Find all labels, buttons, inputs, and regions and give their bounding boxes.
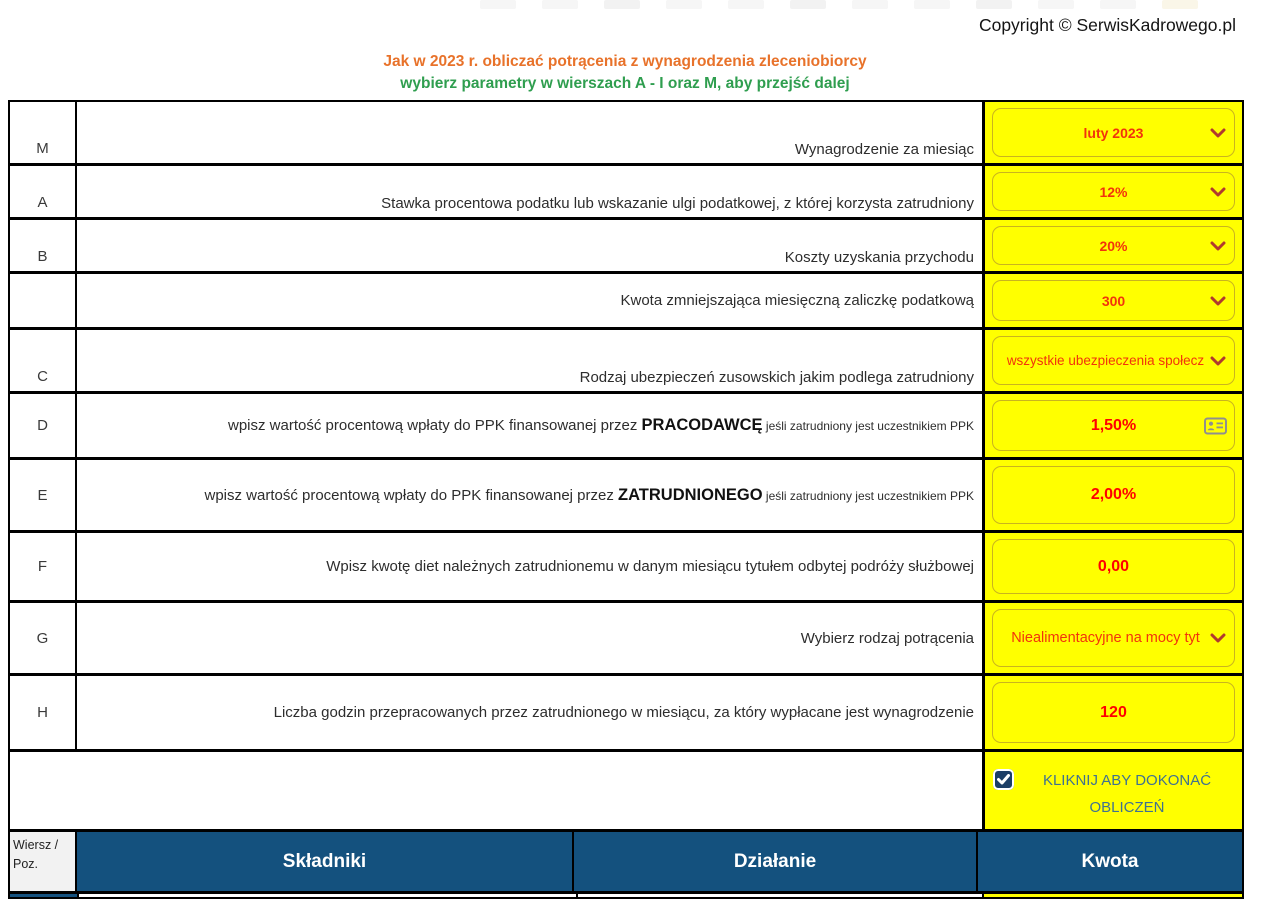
empty-cell <box>10 752 985 829</box>
table-row-tax-reduction <box>10 274 1242 330</box>
tax-reduction-select-value: 300 <box>1101 292 1126 309</box>
diet-amount-value: 0,00 <box>1097 557 1130 575</box>
ppk-employee-value: 2,00% <box>1090 486 1137 503</box>
chevron-down-icon <box>1210 633 1226 643</box>
table-row-b <box>10 220 1242 274</box>
row-description: Rodzaj ubezpieczeń zusowskich jakim podlega zatrudniony <box>77 330 985 391</box>
row-description: Koszty uzyskania przychodu <box>77 220 985 271</box>
table-row-a <box>10 166 1242 220</box>
row-description: Stawka procentowa podatku lub wskazanie ulgi podatkowej, z której korzysta zatrudniony <box>77 166 985 217</box>
clipped-row-cell <box>984 894 1242 899</box>
diet-amount-input[interactable] <box>992 539 1235 594</box>
chevron-down-icon <box>1210 241 1226 251</box>
table-row-h <box>10 676 1242 752</box>
deduction-type-select-value: Niealimentacyjne na mocy tyt <box>1011 630 1200 646</box>
row-letter: A <box>10 166 77 217</box>
row-letter: M <box>10 102 77 163</box>
table-row-d <box>10 394 1242 460</box>
column-header-dzialanie: Działanie <box>574 832 978 891</box>
calculate-label[interactable]: KLIKNIJ ABY DOKONAĆ OBLICZEŃ <box>1042 772 1212 816</box>
column-header-kwota: Kwota <box>978 832 1242 891</box>
clipped-row-cell <box>79 894 578 899</box>
tax-reduction-select[interactable] <box>992 280 1235 321</box>
contact-card-icon <box>1204 417 1227 434</box>
copyright-text: Copyright © SerwisKadrowego.pl <box>978 15 1236 35</box>
chevron-down-icon <box>1210 187 1226 197</box>
row-description: Liczba godzin przepracowanych przez zatrudnionego w miesiącu, za który wypłacane jest wynagrodzenie <box>77 676 985 749</box>
income-cost-select[interactable] <box>992 226 1235 265</box>
chevron-down-icon <box>1210 296 1226 306</box>
row-value-cell <box>985 603 1242 673</box>
tax-rate-select[interactable] <box>992 172 1235 211</box>
row-description: Wpisz kwotę diet należnych zatrudnionemu w danym miesiącu tytułem odbytej podróży służbowej <box>77 533 985 600</box>
results-corner-header: Wiersz / Poz. <box>10 832 77 891</box>
clipped-result-row <box>10 894 1242 899</box>
table-row-m <box>10 102 1242 166</box>
row-value-cell <box>985 274 1242 327</box>
ppk-employer-value: 1,50% <box>1090 416 1137 434</box>
table-row-e <box>10 460 1242 533</box>
tax-rate-select-value: 12% <box>1099 183 1128 200</box>
calculate-checkbox[interactable] <box>993 769 1014 790</box>
income-cost-select-value: 20% <box>1099 237 1128 254</box>
row-value-cell <box>985 166 1242 217</box>
calculate-action-cell <box>985 752 1242 829</box>
row-value-cell <box>985 533 1242 600</box>
results-header-row <box>10 832 1242 894</box>
row-letter: G <box>10 603 77 673</box>
row-value-cell <box>985 220 1242 271</box>
row-description: wpisz wartość procentową wpłaty do PPK finansowanej przez ZATRUDNIONEGO jeśli zatrudniony jest uczestnikiem PPK <box>77 460 985 530</box>
row-description: Wynagrodzenie za miesiąc <box>77 102 985 163</box>
month-select[interactable] <box>992 108 1235 157</box>
row-value-cell <box>985 394 1242 457</box>
page-subtitle: wybierz parametry w wierszach A - I oraz M, aby przejść dalej <box>400 75 850 93</box>
row-letter <box>10 274 77 327</box>
month-select-value: luty 2023 <box>1083 124 1144 141</box>
row-letter: D <box>10 394 77 457</box>
deduction-type-select[interactable] <box>992 609 1235 667</box>
insurance-type-select-value: wszystkie ubezpieczenia społecz <box>1006 353 1205 368</box>
calculate-action-row <box>10 752 1242 832</box>
clipped-row-label <box>10 894 79 899</box>
table-row-g <box>10 603 1242 676</box>
column-header-skladniki: Składniki <box>77 832 574 891</box>
row-letter: E <box>10 460 77 530</box>
ppk-employee-input[interactable] <box>992 466 1235 524</box>
row-letter: B <box>10 220 77 271</box>
chevron-down-icon <box>1210 128 1226 138</box>
page-title: Jak w 2023 r. obliczać potrącenia z wynagrodzenia zleceniobiorcy <box>383 53 867 70</box>
row-letter: C <box>10 330 77 391</box>
row-value-cell <box>985 102 1242 163</box>
insurance-type-select[interactable] <box>992 336 1235 385</box>
row-description: Kwota zmniejszająca miesięczną zaliczkę podatkową <box>77 274 985 327</box>
row-letter: F <box>10 533 77 600</box>
row-letter: H <box>10 676 77 749</box>
table-row-c <box>10 330 1242 394</box>
hours-worked-input[interactable] <box>992 682 1235 743</box>
clipped-top-strip <box>480 0 1280 10</box>
hours-worked-value: 120 <box>1100 703 1127 721</box>
clipped-row-cell <box>578 894 984 899</box>
ppk-employer-input[interactable] <box>992 400 1235 451</box>
check-icon <box>997 774 1010 785</box>
chevron-down-icon <box>1210 356 1226 366</box>
row-value-cell <box>985 676 1242 749</box>
row-value-cell <box>985 460 1242 530</box>
row-description: Wybierz rodzaj potrącenia <box>77 603 985 673</box>
table-row-f <box>10 533 1242 603</box>
row-value-cell <box>985 330 1242 391</box>
row-description: wpisz wartość procentową wpłaty do PPK finansowanej przez PRACODAWCĘ jeśli zatrudniony jest uczestnikiem PPK <box>77 394 985 457</box>
parameters-table <box>8 100 1244 899</box>
